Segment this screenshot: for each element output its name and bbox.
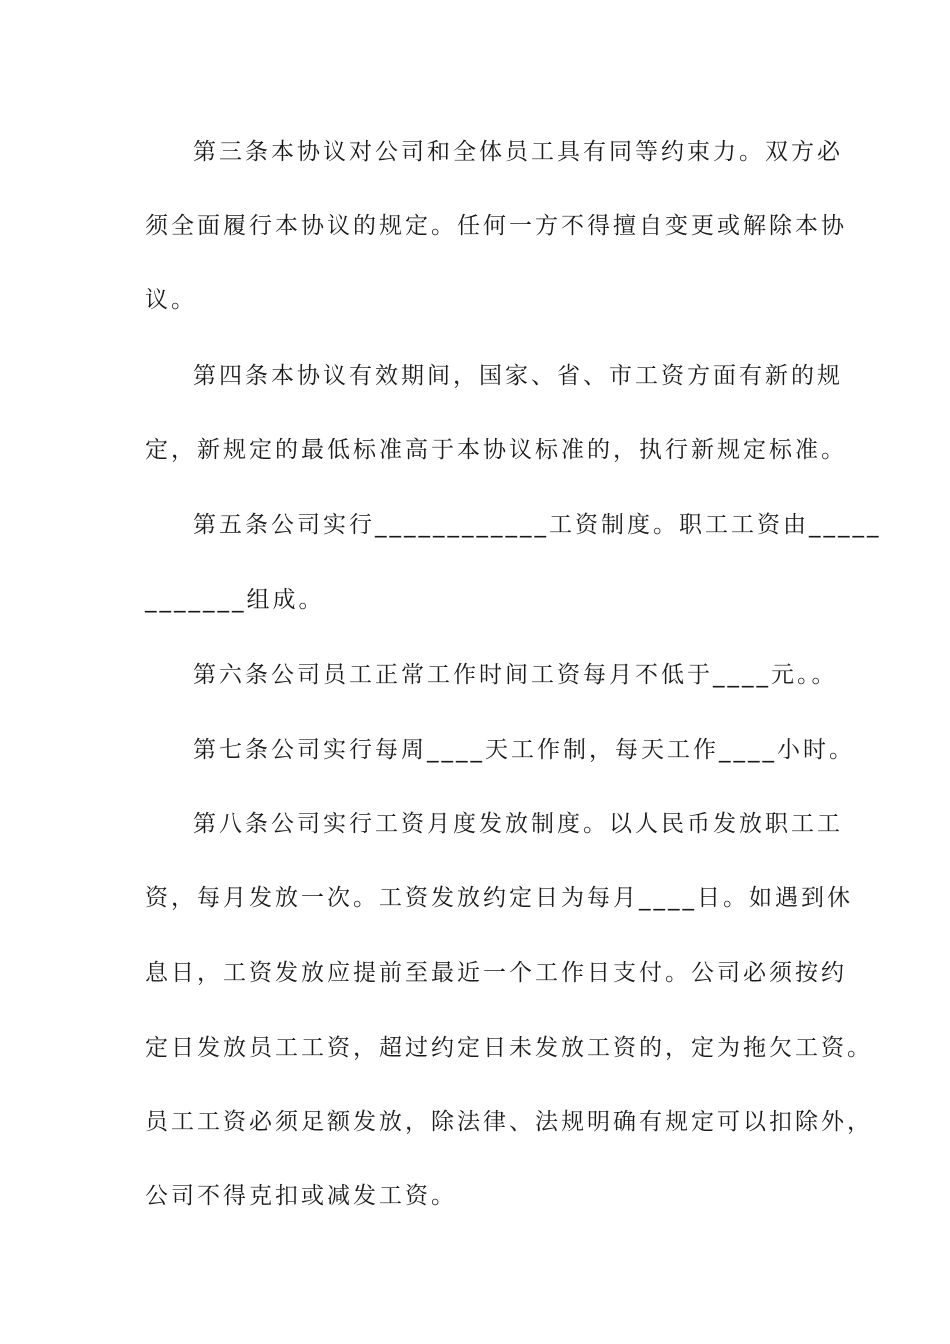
article-4-line-1: 第四条本协议有效期间，国家、省、市工资方面有新的规 xyxy=(193,363,843,389)
article-3-line-1: 第三条本协议对公司和全体员工具有同等约束力。双方必 xyxy=(193,139,843,165)
article-5-line-1: 第五条公司实行____________工资制度。职工工资由_____ xyxy=(193,512,882,538)
article-3-line-2: 须全面履行本协议的规定。任何一方不得擅自变更或解除本协 xyxy=(145,213,847,239)
article-8-line-5: 员工工资必须足额发放，除法律、法规明确有规定可以扣除外， xyxy=(145,1109,873,1135)
article-6-line-1: 第六条公司员工正常工作时间工资每月不低于____元。。 xyxy=(193,662,838,688)
article-8-line-6: 公司不得克扣或减发工资。 xyxy=(145,1183,457,1209)
article-3-line-3: 议。 xyxy=(145,287,197,313)
article-7-line-1: 第七条公司实行每周____天工作制，每天工作____小时。 xyxy=(193,737,855,763)
article-4-line-2: 定，新规定的最低标准高于本协议标准的，执行新规定标准。 xyxy=(145,437,847,463)
article-8-line-2: 资，每月发放一次。工资发放约定日为每月____日。如遇到休 xyxy=(145,885,853,911)
article-8-line-1: 第八条公司实行工资月度发放制度。以人民币发放职工工 xyxy=(193,811,843,837)
article-8-line-4: 定日发放员工工资，超过约定日未发放工资的，定为拖欠工资。 xyxy=(145,1035,873,1061)
article-5-line-2: _______组成。 xyxy=(145,587,325,613)
article-8-line-3: 息日，工资发放应提前至最近一个工作日支付。公司必须按约 xyxy=(145,960,847,986)
